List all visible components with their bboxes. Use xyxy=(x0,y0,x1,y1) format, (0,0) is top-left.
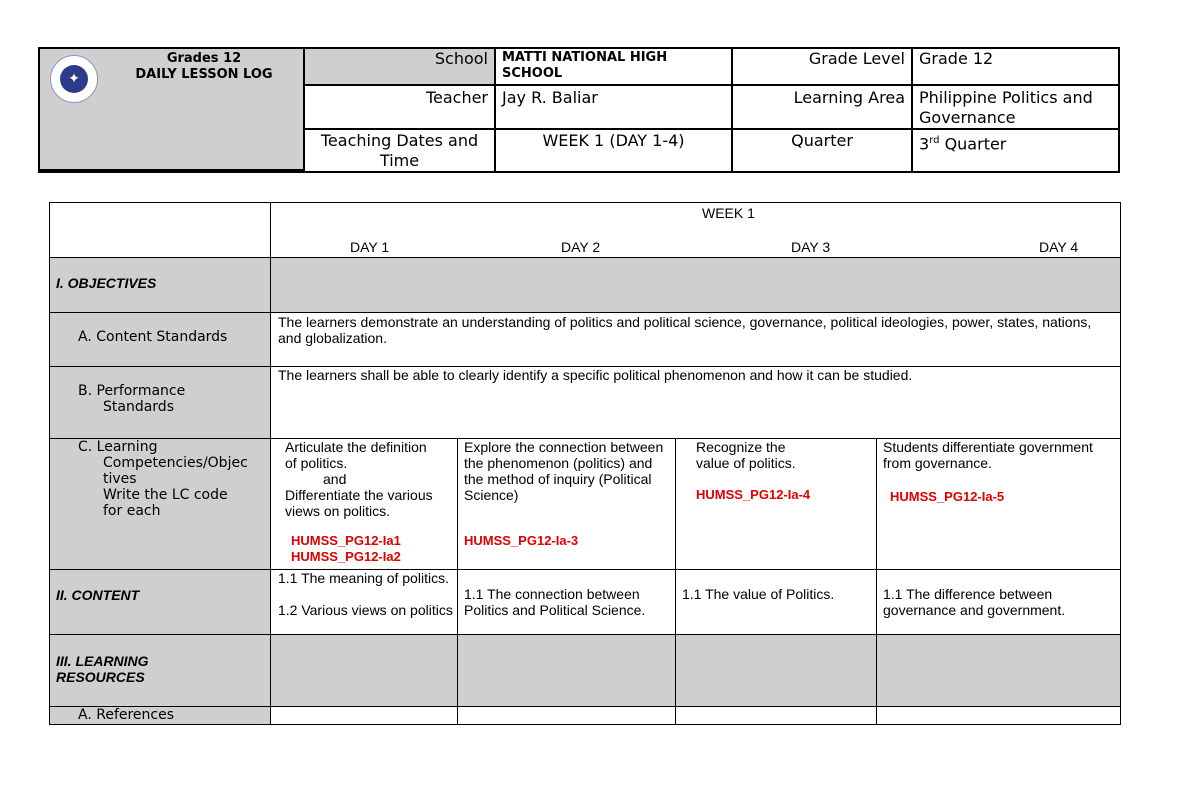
learning-area-value: Philippine Politics and Governance xyxy=(913,86,1120,130)
competencies-day-1: Articulate the definition of politics. and Differentiate the various views on politics. HUMSS_PG12-Ia1 HUMSS_PG12-Ia2 xyxy=(271,439,458,570)
school-label: School xyxy=(305,49,496,86)
learning-competencies-label: C. Learning Competencies/Objec tives Write the LC code for each xyxy=(50,439,271,570)
lc-code: HUMSS_PG12-Ia2 xyxy=(291,549,401,564)
competencies-day-2: Explore the connection between the phenomenon (politics) and the method of inquiry (Political Science) HUMSS_PG12-Ia-3 xyxy=(458,439,676,570)
references-day-4 xyxy=(877,707,1120,724)
resources-day-1 xyxy=(271,635,458,707)
content-day-4: 1.1 The difference between governance and government. xyxy=(877,570,1120,635)
teaching-dates-label: Teaching Dates and Time xyxy=(305,130,496,171)
resources-day-3 xyxy=(676,635,877,707)
lc-code: HUMSS_PG12-Ia-4 xyxy=(696,487,811,502)
content-standards-label: A. Content Standards xyxy=(50,313,271,367)
objectives-fill xyxy=(271,258,1120,313)
lc-code: HUMSS_PG12-Ia1 xyxy=(291,533,401,548)
references-label: A. References xyxy=(50,707,271,724)
performance-standards-label: B. Performance Standards xyxy=(50,367,271,439)
learning-resources-label: III. LEARNING RESOURCES xyxy=(50,635,271,707)
resources-day-4 xyxy=(877,635,1120,707)
quarter-label: Quarter xyxy=(733,130,913,171)
deped-seal-logo: ✦ xyxy=(50,55,98,103)
content-day-3: 1.1 The value of Politics. xyxy=(676,570,877,635)
references-day-2 xyxy=(458,707,676,724)
teacher-label: Teacher xyxy=(305,86,496,130)
references-day-3 xyxy=(676,707,877,724)
content-day-1: 1.1 The meaning of politics. 1.2 Various views on politics xyxy=(271,570,458,635)
competencies-day-3: Recognize the value of politics. HUMSS_PG12-Ia-4 xyxy=(676,439,877,570)
objectives-label: I. OBJECTIVES xyxy=(50,258,271,313)
teaching-dates-value: WEEK 1 (DAY 1-4) xyxy=(496,130,733,171)
day-3-header: DAY 3 xyxy=(791,239,831,255)
log-title: Grades 12 DAILY LESSON LOG xyxy=(135,51,273,82)
day-1-header: DAY 1 xyxy=(350,239,390,255)
resources-day-2 xyxy=(458,635,676,707)
lc-code: HUMSS_PG12-Ia-5 xyxy=(890,489,1005,504)
week-day-header xyxy=(271,203,1120,258)
quarter-value: 3rd Quarter xyxy=(919,134,1007,154)
grade-level-label: Grade Level xyxy=(733,49,913,86)
competencies-day-4: Students differentiate government from governance. HUMSS_PG12-Ia-5 xyxy=(877,439,1120,570)
learning-area-label: Learning Area xyxy=(733,86,913,130)
lesson-log-table xyxy=(49,202,1121,725)
performance-standards-text: The learners shall be able to clearly identify a specific political phenomenon and how it can be studied. xyxy=(271,367,1120,439)
grade-level-value: Grade 12 xyxy=(913,49,1120,86)
teacher-value: Jay R. Baliar xyxy=(496,86,733,130)
log-title-cell xyxy=(40,49,305,171)
lc-code: HUMSS_PG12-Ia-3 xyxy=(464,533,579,548)
content-day-2: 1.1 The connection between Politics and Political Science. xyxy=(458,570,676,635)
lesson-log-header xyxy=(38,47,1120,173)
references-day-1 xyxy=(271,707,458,724)
content-label: II. CONTENT xyxy=(50,570,271,635)
day-2-header: DAY 2 xyxy=(561,239,601,255)
school-value: MATTI NATIONAL HIGH SCHOOL xyxy=(496,49,733,86)
week-label: WEEK 1 xyxy=(702,205,755,221)
day-4-header: DAY 4 xyxy=(1039,239,1079,255)
content-standards-text: The learners demonstrate an understanding of politics and political science, governance, political ideologies, power, states, nations, and globalization. xyxy=(271,313,1120,367)
corner-cell xyxy=(50,203,271,258)
